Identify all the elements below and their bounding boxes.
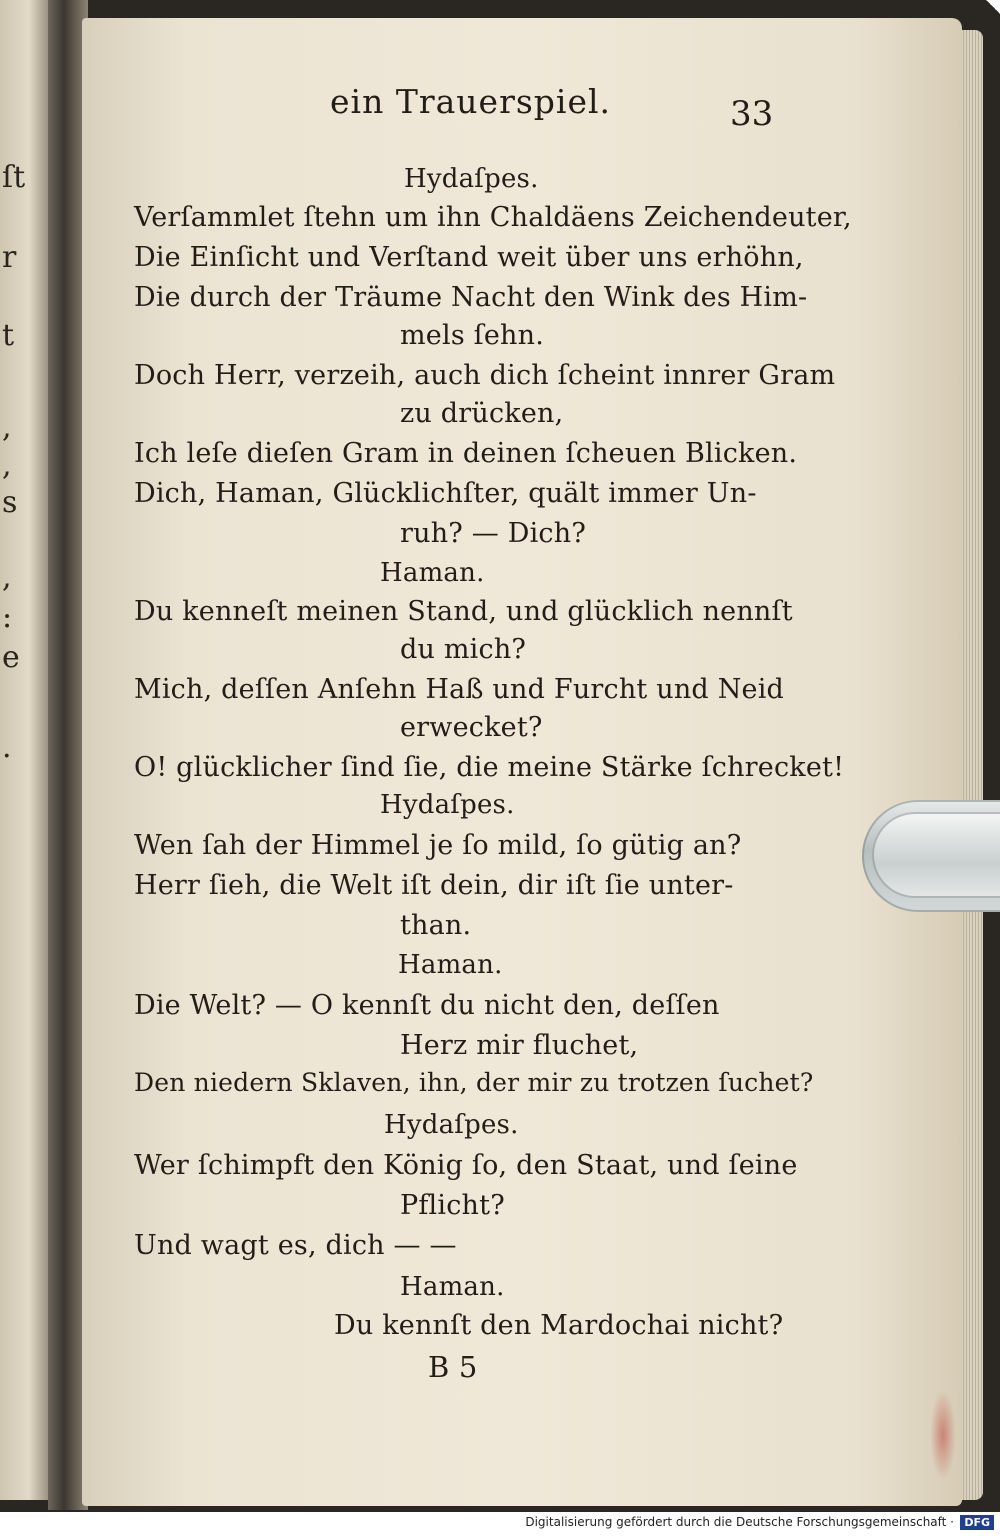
left-page-fragment: t: [2, 318, 15, 353]
page-number: 33: [730, 94, 774, 134]
speaker-name: Haman.: [398, 950, 503, 980]
verse-continuation: ruh? — Dich?: [400, 518, 586, 549]
verse-line: Wen ſah der Himmel je ſo mild, ſo gütig an?: [134, 830, 742, 861]
left-page-fragment: .: [2, 730, 12, 765]
verse-line: Den niedern Sklaven, ihn, der mir zu trotzen ſuchet?: [134, 1068, 814, 1097]
verse-continuation: erwecket?: [400, 712, 543, 743]
verse-line: Die Welt? — O kennſt du nicht den, deſſen: [134, 990, 720, 1021]
digitization-footer: [0, 1512, 1000, 1536]
verse-continuation: Herz mir fluchet,: [400, 1030, 639, 1061]
verse-line-indented: Du kennſt den Mardochai nicht?: [334, 1310, 784, 1341]
left-page-fragment: ,: [2, 448, 12, 483]
verse-line: Ich leſe dieſen Gram in deinen ſcheuen Blicken.: [134, 438, 798, 469]
verse-line: Doch Herr, verzeih, auch dich ſcheint innrer Gram: [134, 360, 836, 391]
verse-line: O! glücklicher ſind ſie, die meine Stärke ſchrecket!: [134, 752, 845, 783]
footer-credit: Digitalisierung gefördert durch die Deutsche Forschungsgemeinschaft ·: [525, 1515, 954, 1529]
verse-line: Verſammlet ſtehn um ihn Chaldäens Zeichendeuter,: [134, 202, 852, 233]
verse-continuation: du mich?: [400, 634, 527, 665]
verse-continuation: than.: [400, 910, 472, 941]
speaker-name: Haman.: [400, 1272, 505, 1302]
verse-line: Du kenneſt meinen Stand, und glücklich nennſt: [134, 596, 793, 627]
verse-line: Die Einſicht und Verſtand weit über uns erhöhn,: [134, 242, 804, 273]
verse-continuation: Pflicht?: [400, 1190, 505, 1221]
left-page-fragment: e: [2, 640, 20, 675]
verse-line: Herr ſieh, die Welt iſt dein, dir iſt ſie unter-: [134, 870, 734, 901]
left-page-fragment: ſt: [2, 160, 26, 195]
signature-mark: B 5: [428, 1350, 478, 1384]
left-page-fragment: ,: [2, 410, 12, 445]
verse-continuation: mels ſehn.: [400, 320, 544, 351]
running-title: ein Trauerspiel.: [330, 82, 612, 121]
left-page-fragment: ,: [2, 560, 12, 595]
speaker-name: Hydaſpes.: [404, 164, 539, 194]
verse-line: Die durch der Träume Nacht den Wink des Him-: [134, 282, 808, 313]
left-page-fragment: r: [2, 240, 17, 275]
verse-line: Dich, Haman, Glücklichſter, quält immer Un-: [134, 478, 757, 509]
left-page-fragment: s: [2, 485, 18, 520]
speaker-name: Hydaſpes.: [384, 1110, 519, 1140]
speaker-name: Hydaſpes.: [380, 790, 515, 820]
left-page-fragment: :: [2, 600, 13, 635]
verse-line: Und wagt es, dich — —: [134, 1230, 457, 1261]
verse-continuation: zu drücken,: [400, 398, 564, 429]
dfg-logo: DFG: [960, 1515, 994, 1530]
verse-line: Mich, deſſen Anſehn Haß und Furcht und Neid: [134, 674, 785, 705]
speaker-name: Haman.: [380, 558, 485, 588]
verse-line: Wer ſchimpft den König ſo, den Staat, und ſeine: [134, 1150, 798, 1181]
